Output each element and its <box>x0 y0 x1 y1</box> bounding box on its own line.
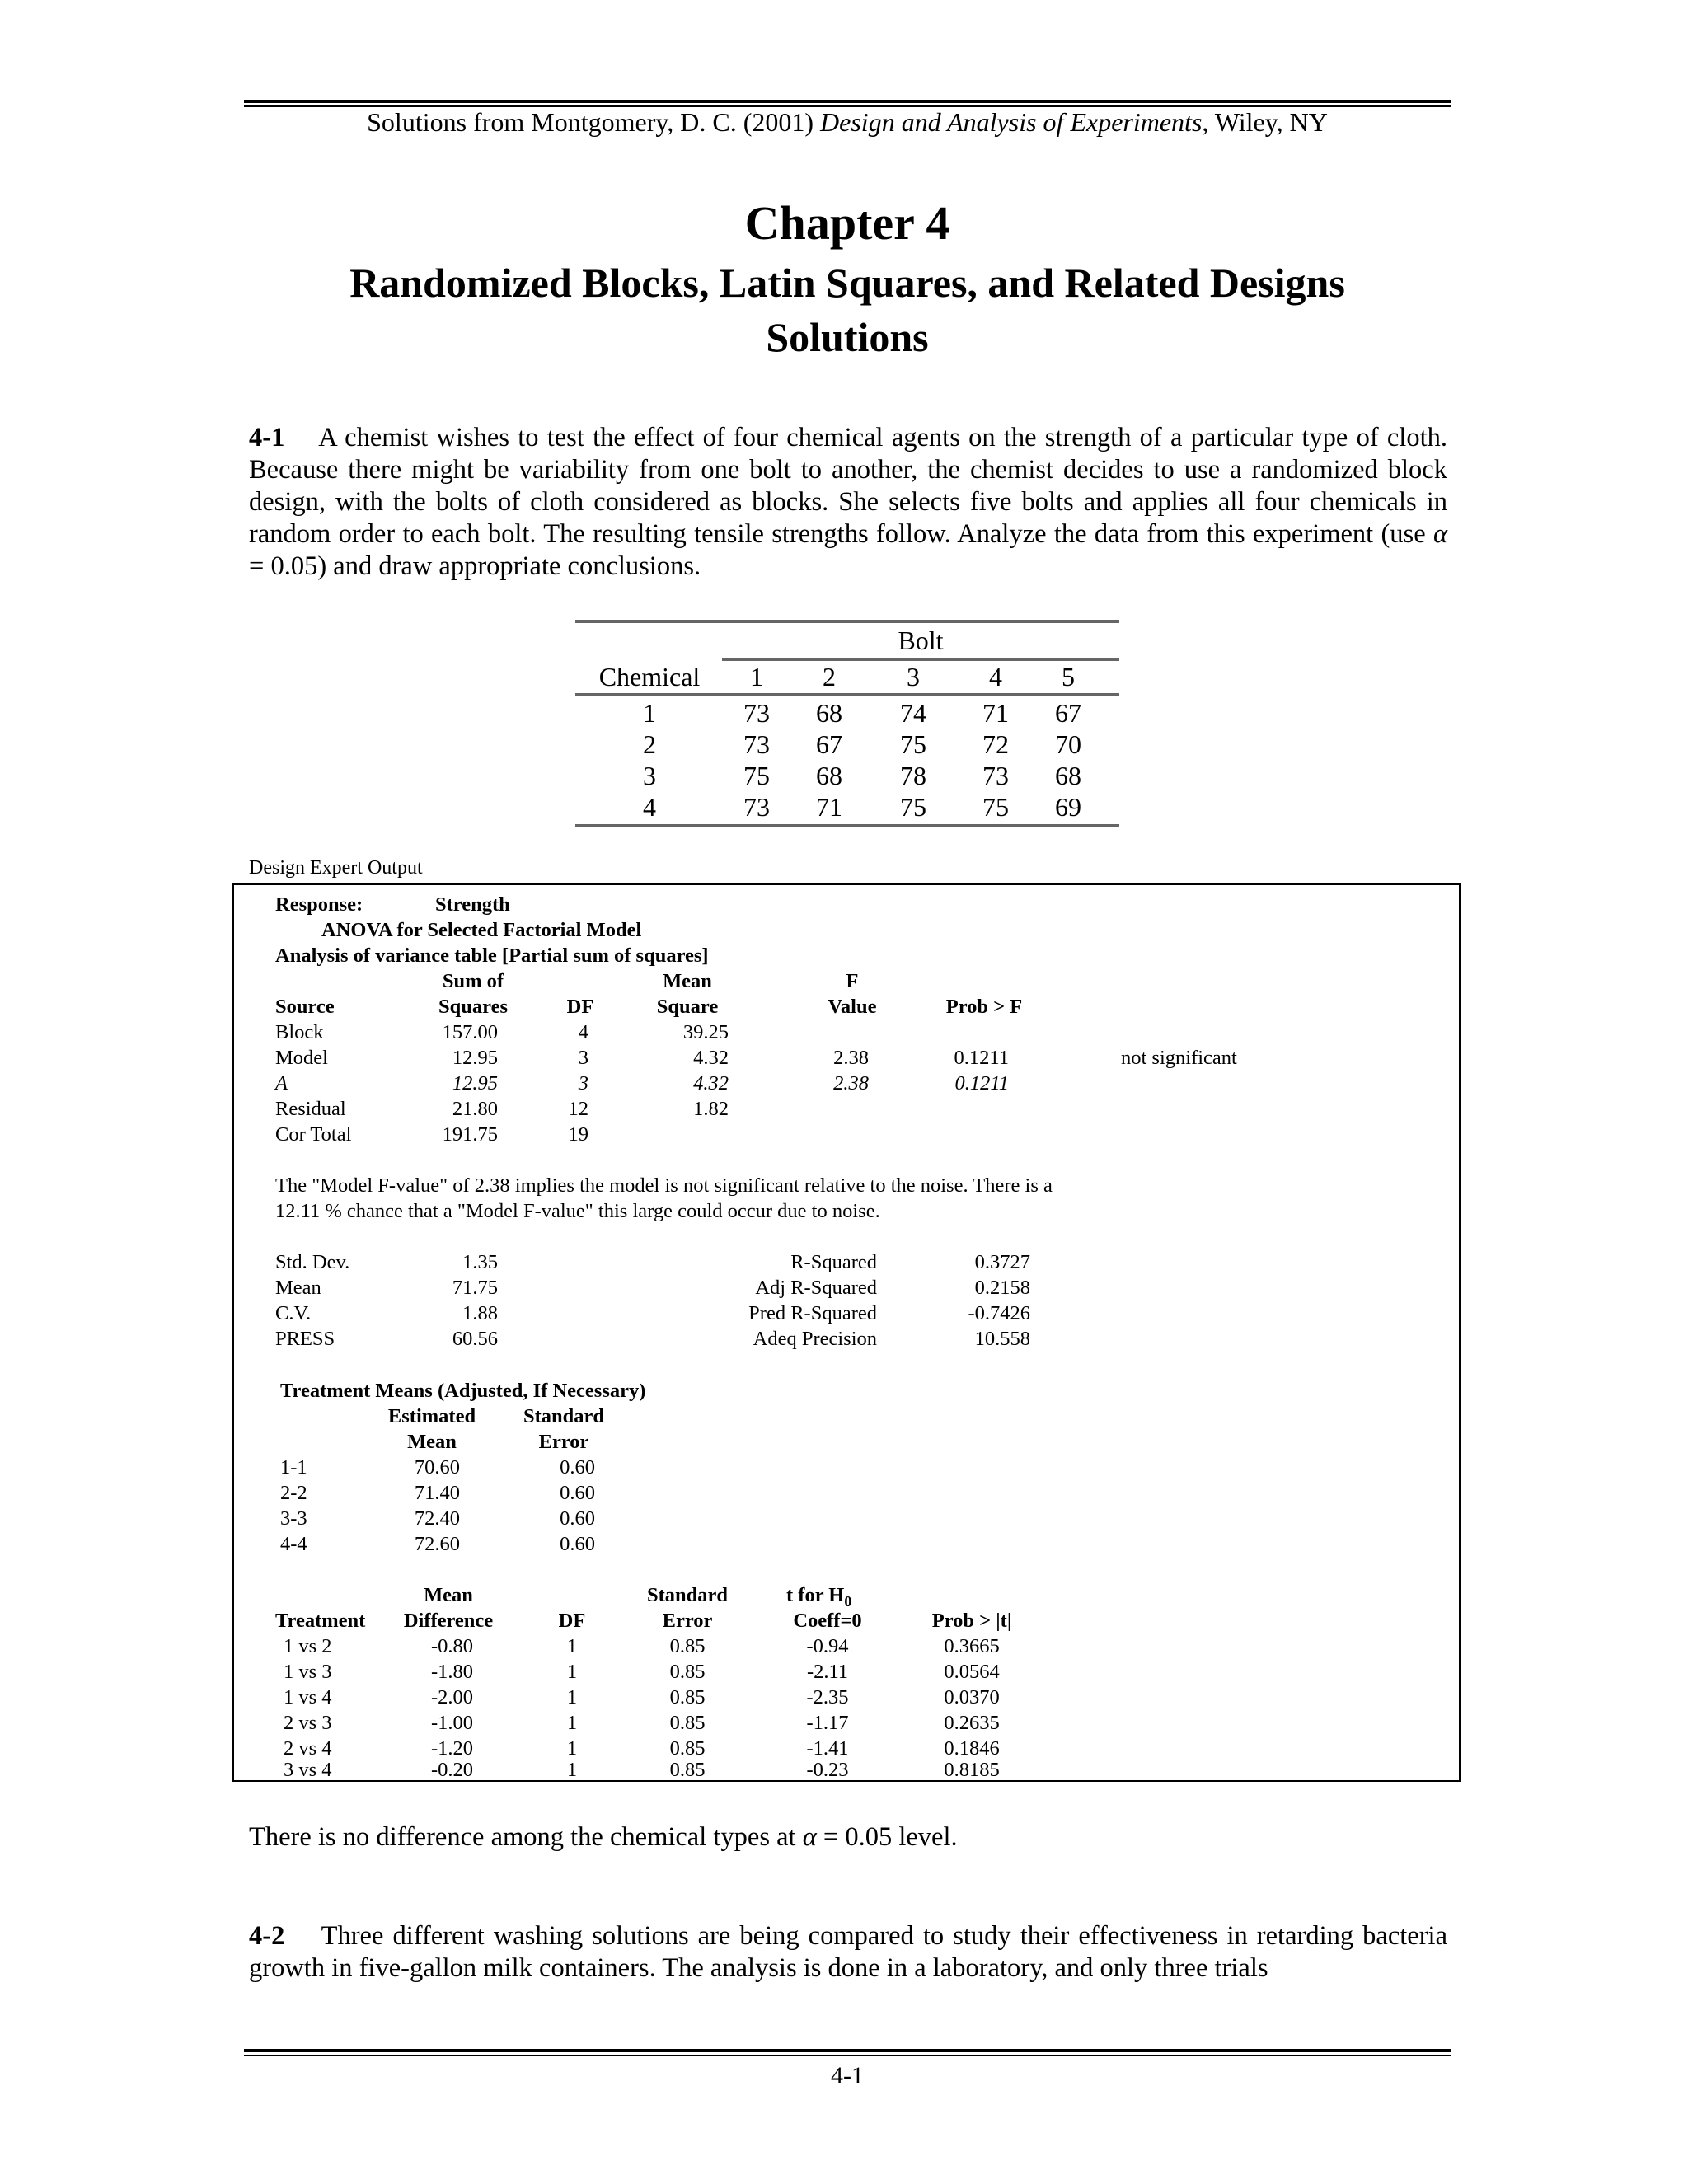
col-header: Error <box>538 1431 589 1453</box>
table-row-label: 1 <box>643 698 656 728</box>
table-cell: 75 <box>900 729 926 759</box>
model-note: 12.11 % chance that a "Model F-value" this large could occur due to noise. <box>275 1200 880 1222</box>
significance-note: not significant <box>1121 1047 1237 1069</box>
table-cell: 68 <box>1055 761 1081 790</box>
table-row-label: 2 <box>643 729 656 759</box>
problem-number: 4-2 <box>249 1921 285 1951</box>
col-header: Value <box>828 996 877 1018</box>
table-cell: 73 <box>743 698 770 728</box>
table-cell: 75 <box>900 792 926 822</box>
table-row-label: 3 <box>643 761 656 790</box>
col-header: Difference <box>403 1610 494 1632</box>
chapter-title: Chapter 4 <box>744 196 950 250</box>
col-header: Estimated <box>387 1405 476 1427</box>
col-header: Treatment <box>275 1610 366 1632</box>
col-header: Standard <box>523 1405 605 1427</box>
table-col-header: 4 <box>989 662 1002 691</box>
table-cell: 68 <box>816 761 842 790</box>
table-cell: 71 <box>816 792 842 822</box>
col-header: Mean <box>663 970 712 992</box>
chapter-subtitle: Randomized Blocks, Latin Squares, and Related Designs Solutions <box>349 260 1345 360</box>
table-cell: 73 <box>743 792 770 822</box>
col-header: Error <box>662 1610 713 1632</box>
response-value: Strength <box>435 893 510 916</box>
table-col-header: 1 <box>750 662 763 691</box>
table-cell: 67 <box>1055 698 1081 728</box>
table-cell: 73 <box>743 729 770 759</box>
table-row-label: 4 <box>643 792 656 822</box>
table-row-header: Chemical <box>598 662 701 691</box>
design-expert-output: Response: Strength ANOVA for Selected Factorial Model Analysis of variance table [Partial sum of squares] Sum of Mean F Source Squares DF Square Value Prob > F Block 157.00 4 39.25 Model 12.95 3 4.32 2.38 0.1211 not significant A 12.95 3 4.32 2.38 0.1211 Residual 21.80 12 1.82 Cor Total 191.75 19 The "Model F-value" of 2.38 implies the model is not significant relative to the noise. There is a 12.11 % chance that a "Model F-value" this large could occur due to noise. Std. Dev. 1.35 R-Squared 0.3727 Mean 71.75 Adj R-Squared 0.2158 C.V. 1.88 Pred R-Squared -0.7426 PRESS 60.56 Adeq Precision 10.558 Treatment Means (Adjusted, If Necessary) Estimated Standard Mean Error 1-1 70.60 0.60 2-2 71.40 0.60 3-3 72.40 0.60 4-4 72.60 0.60 Mean Standard t for $H_0$ Treatment Difference DF Error Coeff=0 Prob > |t| 1 vs 2 -0.80 1 0.85 -0.94 0.3665 1 vs 3 -1.80 1 0.85 -2.11 0.0564 1 vs 4 -2.00 1 0.85 -2.35 0.0370 2 vs 3 -1.00 1 0.85 -1.17 0.2635 2 vs 4 -1.20 1 0.85 -1.41 0.1846 3 vs 4 -0.20 1 0.85 -0.23 0.8185 <box>232 883 1461 1782</box>
problem-number: 4-1 <box>249 423 285 452</box>
col-header: F <box>846 970 859 992</box>
table-cell: 69 <box>1055 792 1081 822</box>
table-group-header: Bolt <box>898 626 944 655</box>
header-rule-thick <box>244 100 1451 103</box>
conclusion: There is no difference among the chemical types at α = 0.05 level. <box>249 1822 958 1852</box>
table-col-header: 5 <box>1062 662 1075 691</box>
response-label: Response: <box>275 893 363 916</box>
table-col-header: 2 <box>823 662 836 691</box>
table-cell: 75 <box>743 761 770 790</box>
table-cell: 72 <box>982 729 1009 759</box>
col-header: Mean <box>424 1584 473 1606</box>
running-head: Solutions from Montgomery, D. C. (2001) Design and Analysis of Experiments, Wiley, NY <box>367 107 1328 137</box>
footer-rule-thick <box>244 2049 1451 2052</box>
model-note: The "Model F-value" of 2.38 implies the model is not significant relative to the noise. There is a <box>275 1174 1053 1197</box>
table-cell: 68 <box>816 698 842 728</box>
table-cell: 73 <box>982 761 1009 790</box>
col-header: Prob > |t| <box>931 1610 1012 1632</box>
footer-rule-thin <box>244 2055 1451 2056</box>
table-cell: 70 <box>1055 729 1081 759</box>
col-header: Source <box>275 996 335 1018</box>
table-cell: 78 <box>900 761 926 790</box>
col-header: DF <box>566 996 594 1018</box>
table-col-header: 3 <box>907 662 920 691</box>
col-header: Sum of <box>442 970 504 992</box>
page-number: 4-1 <box>831 2062 864 2089</box>
col-header: Mean <box>407 1431 457 1453</box>
problem-4-2: 4-2 Three different washing solutions are being compared to study their effectiveness in retarding bacteria growth in five-gallon milk containers. The analysis is done in a laboratory, and only three trials <box>249 1921 1448 1983</box>
table-cell: 67 <box>816 729 842 759</box>
anova-title: ANOVA for Selected Factorial Model <box>321 919 642 941</box>
table-cell: 74 <box>900 698 926 728</box>
table-cell: 71 <box>982 698 1009 728</box>
col-header: Square <box>656 996 719 1018</box>
anova-subtitle: Analysis of variance table [Partial sum of squares] <box>275 944 709 967</box>
output-label: Design Expert Output <box>249 857 423 879</box>
col-header: Prob > F <box>945 996 1023 1018</box>
col-header: DF <box>558 1610 586 1632</box>
col-header: t for $H_0$ <box>786 1584 852 1610</box>
col-header: Coeff=0 <box>793 1610 862 1632</box>
table-cell: 75 <box>982 792 1009 822</box>
col-header: Standard <box>646 1584 729 1606</box>
col-header: Squares <box>438 996 508 1018</box>
problem-4-1: 4-1 A chemist wishes to test the effect of four chemical agents on the strength of a particular type of cloth. Because there might be variability from one bolt to another, the chemist decides to use a randomized block design, with the bolts of cloth considered as blocks. She selects five bolts and applies all four chemicals in random order to each bolt. The resulting tensile strengths follow. Analyze the data from this experiment (use α = 0.05) and draw appropriate conclusions. <box>249 423 1447 581</box>
means-title: Treatment Means (Adjusted, If Necessary) <box>280 1380 646 1402</box>
